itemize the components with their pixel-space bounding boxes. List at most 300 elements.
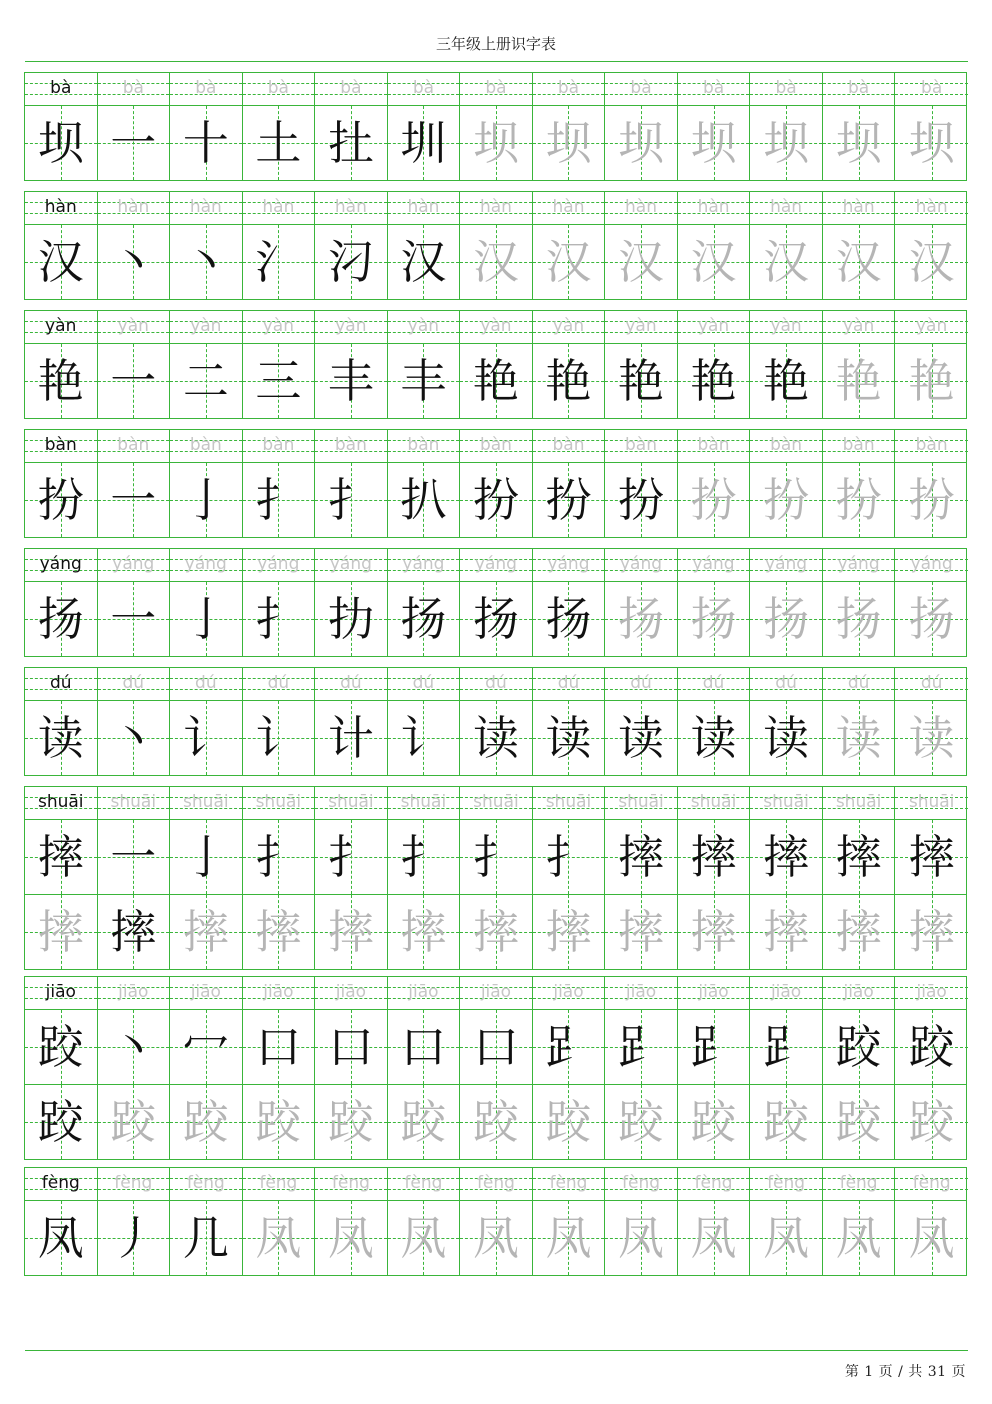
char-cell [98, 582, 171, 656]
stroke-step-character: 艳 [545, 354, 592, 408]
stroke-step-character: 摔 [835, 905, 882, 959]
char-cell [25, 344, 98, 418]
char-cell [605, 1085, 678, 1159]
pinyin-cell [895, 311, 968, 343]
pinyin-text: bà [630, 78, 652, 98]
pinyin-text: hàn [334, 197, 367, 217]
char-cell [98, 1201, 171, 1275]
stroke-step-character: 坝 [472, 116, 519, 170]
pinyin-text: dú [340, 673, 362, 693]
pinyin-text: jiāo [698, 982, 729, 1002]
model-character: 扮 [37, 473, 84, 527]
char-cell [315, 344, 388, 418]
char-cell [678, 225, 751, 299]
char-cell [750, 895, 823, 969]
char-cell [605, 1201, 678, 1275]
char-cell [895, 106, 968, 180]
char-cell [243, 463, 316, 537]
char-cell [533, 1085, 606, 1159]
stroke-step-character: 丶 [182, 235, 229, 289]
pinyin-text: yàn [45, 316, 77, 336]
char-cell [678, 106, 751, 180]
pinyin-cell [98, 430, 171, 462]
stroke-step-character: 摔 [618, 905, 665, 959]
pinyin-text: shuāi [328, 792, 374, 812]
pinyin-text: yàn [842, 316, 875, 336]
pinyin-text: bàn [44, 435, 77, 455]
pinyin-cell [605, 549, 678, 581]
stroke-step-character: 三 [255, 354, 302, 408]
char-cell [750, 344, 823, 418]
stroke-step-character: 艳 [618, 354, 665, 408]
stroke-step-character: 扮 [763, 473, 810, 527]
char-cell [823, 344, 896, 418]
stroke-step-character: 艳 [835, 354, 882, 408]
char-cell [750, 582, 823, 656]
pinyin-cell [678, 668, 751, 700]
pinyin-cell [315, 787, 388, 819]
pinyin-cell [170, 787, 243, 819]
stroke-step-character: 讠 [182, 711, 229, 765]
pinyin-cell [823, 73, 896, 105]
model-character: 读 [37, 711, 84, 765]
pinyin-cell [823, 430, 896, 462]
char-cell [750, 701, 823, 775]
char-cell [98, 895, 171, 969]
pinyin-text: shuāi [473, 792, 519, 812]
char-cell [460, 1201, 533, 1275]
char-row [25, 820, 966, 894]
pinyin-text: shuāi [183, 792, 229, 812]
stroke-step-character: 扮 [472, 473, 519, 527]
stroke-step-character: 跤 [908, 1095, 955, 1149]
pinyin-text: bà [775, 78, 797, 98]
pinyin-text: fèng [404, 1173, 443, 1193]
pinyin-cell [25, 311, 98, 343]
char-cell [25, 701, 98, 775]
pinyin-text: yàn [480, 316, 512, 336]
pinyin-text: jiāo [335, 982, 367, 1002]
pinyin-text: bàn [189, 435, 222, 455]
pinyin-text: shuāi [255, 792, 302, 812]
char-practice-block [24, 786, 967, 970]
stroke-step-character: 摔 [690, 830, 737, 884]
pinyin-cell [533, 977, 606, 1009]
char-cell [750, 225, 823, 299]
stroke-step-character: 摔 [400, 905, 447, 959]
pinyin-cell [25, 787, 98, 819]
char-cell [895, 1010, 968, 1084]
model-character: 摔 [37, 830, 84, 884]
pinyin-cell [678, 787, 751, 819]
stroke-step-character: 汉 [835, 235, 882, 289]
pinyin-cell [895, 192, 968, 224]
stroke-step-character: 扌 [255, 830, 302, 884]
pinyin-cell [678, 430, 751, 462]
pinyin-cell [605, 787, 678, 819]
char-cell [750, 463, 823, 537]
pinyin-text: yàn [335, 316, 367, 336]
char-cell [678, 582, 751, 656]
stroke-step-character: 坝 [835, 116, 882, 170]
char-cell [823, 106, 896, 180]
pinyin-text: jiāo [190, 982, 221, 1002]
pinyin-cell [388, 192, 461, 224]
stroke-step-character: 圳 [400, 116, 447, 170]
char-row [25, 582, 966, 656]
stroke-step-character: 扬 [690, 592, 737, 646]
pinyin-text: fèng [767, 1173, 806, 1193]
pinyin-text: bà [848, 78, 870, 98]
pinyin-text: shuāi [618, 792, 664, 812]
pinyin-text: jiāo [625, 982, 657, 1002]
stroke-step-character: 汉 [545, 235, 592, 289]
stroke-step-character: 摔 [908, 905, 955, 959]
char-cell [388, 106, 461, 180]
pinyin-cell [315, 549, 388, 581]
pinyin-cell [678, 192, 751, 224]
stroke-step-character: 凤 [255, 1211, 302, 1265]
page-title: 三年级上册识字表 [435, 35, 556, 53]
char-cell [388, 1085, 461, 1159]
stroke-step-character: 坝 [908, 116, 955, 170]
char-cell [533, 582, 606, 656]
pinyin-cell [170, 73, 243, 105]
pinyin-text: hàn [44, 197, 77, 217]
pinyin-cell [533, 73, 606, 105]
pinyin-text: bàn [479, 435, 512, 455]
pinyin-cell [678, 549, 751, 581]
stroke-step-character: 凤 [763, 1211, 810, 1265]
char-cell [533, 463, 606, 537]
char-cell [25, 582, 98, 656]
pinyin-text: bàn [770, 435, 803, 455]
pinyin-text: fèng [694, 1173, 733, 1193]
stroke-step-character: 艳 [690, 354, 737, 408]
char-cell [170, 701, 243, 775]
char-cell [170, 1201, 243, 1275]
char-cell [678, 1201, 751, 1275]
stroke-step-character: 亅 [182, 473, 229, 527]
char-row [25, 1084, 966, 1159]
pinyin-cell [388, 430, 461, 462]
pinyin-row [25, 787, 966, 820]
pinyin-text: fèng [622, 1173, 661, 1193]
char-cell [750, 106, 823, 180]
pinyin-cell [605, 192, 678, 224]
char-cell [25, 1010, 98, 1084]
pinyin-cell [243, 73, 316, 105]
stroke-step-character: 几 [182, 1211, 229, 1265]
pinyin-text: dú [702, 673, 725, 693]
stroke-step-character: 跤 [690, 1095, 737, 1149]
pinyin-text: dú [122, 673, 145, 693]
pinyin-text: fèng [912, 1173, 951, 1193]
char-cell [170, 225, 243, 299]
char-cell [388, 225, 461, 299]
pinyin-cell [460, 549, 533, 581]
char-row [25, 225, 966, 299]
pinyin-text: bàn [625, 435, 657, 455]
char-cell [895, 463, 968, 537]
char-cell [460, 1010, 533, 1084]
stroke-step-character: 凤 [545, 1211, 592, 1265]
char-cell [823, 1085, 896, 1159]
pinyin-text: jiāo [263, 982, 294, 1002]
pinyin-text: hàn [117, 197, 150, 217]
pinyin-text: bà [195, 78, 217, 98]
pinyin-row [25, 1168, 966, 1201]
model-character: 艳 [37, 354, 84, 408]
char-cell [98, 701, 171, 775]
pinyin-text: bàn [117, 435, 150, 455]
pinyin-text: yáng [474, 554, 517, 574]
stroke-step-character: 扮 [690, 473, 737, 527]
pinyin-cell [460, 977, 533, 1009]
pinyin-cell [170, 311, 243, 343]
stroke-step-character: 凤 [400, 1211, 447, 1265]
char-cell [533, 895, 606, 969]
pinyin-cell [98, 787, 171, 819]
char-cell [678, 701, 751, 775]
pinyin-row [25, 668, 966, 701]
pinyin-cell [98, 311, 171, 343]
stroke-step-character: 凤 [835, 1211, 882, 1265]
char-row [25, 344, 966, 418]
stroke-step-character: 跤 [835, 1095, 882, 1149]
stroke-step-character: 跤 [327, 1095, 374, 1149]
char-cell [315, 463, 388, 537]
char-practice-block [24, 429, 967, 538]
stroke-step-character: 凤 [618, 1211, 665, 1265]
pinyin-cell [315, 668, 388, 700]
char-cell [25, 225, 98, 299]
pinyin-cell [243, 668, 316, 700]
stroke-step-character: 扒 [400, 473, 447, 527]
char-cell [895, 344, 968, 418]
char-cell [460, 820, 533, 894]
model-character: 坝 [37, 116, 84, 170]
pinyin-text: fèng [331, 1173, 370, 1193]
char-cell [98, 820, 171, 894]
char-cell [25, 820, 98, 894]
pinyin-text: fèng [114, 1173, 153, 1193]
pinyin-text: hàn [407, 197, 440, 217]
stroke-step-character: 摔 [327, 905, 374, 959]
pinyin-text: bà [412, 78, 435, 98]
pinyin-cell [25, 192, 98, 224]
stroke-step-character: 口 [400, 1020, 447, 1074]
char-cell [460, 463, 533, 537]
pinyin-text: hàn [262, 197, 295, 217]
pinyin-text: yàn [117, 316, 149, 336]
char-cell [533, 820, 606, 894]
footer-rule [25, 1350, 968, 1351]
char-cell [25, 1085, 98, 1159]
stroke-step-character: 汉 [763, 235, 810, 289]
model-character: 汉 [37, 235, 84, 289]
char-cell [533, 106, 606, 180]
pinyin-text: bà [50, 78, 72, 98]
pinyin-text: hàn [915, 197, 948, 217]
pinyin-text: bàn [334, 435, 367, 455]
pinyin-text: yáng [692, 554, 735, 574]
stroke-step-character: 土 [255, 116, 302, 170]
pinyin-cell [315, 311, 388, 343]
stroke-step-character: 跤 [835, 1020, 882, 1074]
char-cell [243, 820, 316, 894]
char-cell [750, 1010, 823, 1084]
stroke-step-character: 𧾷 [545, 1020, 592, 1074]
stroke-step-character: 摔 [763, 905, 810, 959]
pinyin-text: jiāo [118, 982, 149, 1002]
pinyin-text: dú [195, 673, 217, 693]
pinyin-text: yàn [697, 316, 730, 336]
pinyin-cell [460, 311, 533, 343]
char-cell [750, 1201, 823, 1275]
char-row [25, 1010, 966, 1084]
pinyin-text: shuāi [908, 792, 955, 812]
pinyin-cell [388, 977, 461, 1009]
char-cell [605, 225, 678, 299]
pinyin-text: yàn [770, 316, 802, 336]
char-cell [823, 820, 896, 894]
pinyin-cell [25, 668, 98, 700]
pinyin-text: hàn [697, 197, 730, 217]
char-cell [315, 701, 388, 775]
char-cell [243, 106, 316, 180]
pinyin-cell [605, 668, 678, 700]
char-cell [605, 582, 678, 656]
stroke-step-character: 一 [110, 354, 157, 408]
pinyin-cell [750, 668, 823, 700]
stroke-step-character: 扮 [545, 473, 592, 527]
pinyin-text: fèng [476, 1173, 515, 1193]
model-character: 凤 [37, 1211, 84, 1265]
pinyin-text: bàn [552, 435, 585, 455]
pinyin-text: shuāi [37, 792, 84, 812]
pinyin-cell [25, 549, 98, 581]
char-row [25, 1201, 966, 1275]
pinyin-cell [170, 977, 243, 1009]
stroke-step-character: 扌 [545, 830, 592, 884]
pinyin-text: shuāi [545, 792, 592, 812]
pinyin-cell [678, 1168, 751, 1200]
stroke-step-character: 跤 [763, 1095, 810, 1149]
pinyin-cell [678, 977, 751, 1009]
stroke-step-character: 丰 [327, 354, 374, 408]
pinyin-cell [25, 1168, 98, 1200]
stroke-step-character: 扌 [327, 830, 374, 884]
pinyin-cell [750, 311, 823, 343]
char-row [25, 106, 966, 180]
char-row [25, 701, 966, 775]
stroke-step-character: 扮 [618, 473, 665, 527]
char-cell [678, 895, 751, 969]
char-practice-block [24, 976, 967, 1160]
stroke-step-character: 一 [110, 473, 157, 527]
stroke-step-character: 讠 [400, 711, 447, 765]
pinyin-cell [315, 192, 388, 224]
char-cell [678, 1010, 751, 1084]
pinyin-text: hàn [189, 197, 222, 217]
stroke-step-character: 跤 [908, 1020, 955, 1074]
stroke-step-character: 扬 [835, 592, 882, 646]
char-cell [388, 463, 461, 537]
pinyin-cell [25, 73, 98, 105]
char-cell [460, 701, 533, 775]
char-cell [98, 463, 171, 537]
stroke-step-character: 跤 [400, 1095, 447, 1149]
char-cell [170, 582, 243, 656]
pinyin-text: fèng [259, 1173, 298, 1193]
stroke-step-character: 汉 [400, 235, 447, 289]
pinyin-text: hàn [479, 197, 512, 217]
pinyin-text: yáng [910, 554, 953, 574]
char-cell [823, 1201, 896, 1275]
pinyin-text: jiāo [553, 982, 584, 1002]
pinyin-cell [25, 977, 98, 1009]
stroke-step-character: 口 [472, 1020, 519, 1074]
pinyin-cell [895, 73, 968, 105]
char-cell [315, 582, 388, 656]
stroke-step-character: 坝 [545, 116, 592, 170]
pinyin-text: dú [920, 673, 943, 693]
char-cell [895, 582, 968, 656]
pinyin-text: bàn [262, 435, 295, 455]
stroke-step-character: 扬 [400, 592, 447, 646]
pinyin-cell [895, 668, 968, 700]
pinyin-cell [823, 668, 896, 700]
pinyin-text: bà [267, 78, 289, 98]
stroke-step-character: 扬 [763, 592, 810, 646]
pinyin-text: fèng [186, 1173, 225, 1193]
pinyin-text: bà [122, 78, 144, 98]
char-practice-block [24, 1167, 967, 1276]
pinyin-cell [823, 549, 896, 581]
stroke-step-character: 汉 [690, 235, 737, 289]
pinyin-cell [895, 430, 968, 462]
char-cell [98, 1085, 171, 1159]
char-practice-block [24, 310, 967, 419]
pinyin-text: yáng [402, 554, 445, 574]
pinyin-text: bàn [915, 435, 948, 455]
pinyin-text: dú [775, 673, 797, 693]
stroke-step-character: 艳 [472, 354, 519, 408]
char-cell [605, 106, 678, 180]
stroke-step-character: 扮 [835, 473, 882, 527]
stroke-step-character: 读 [545, 711, 592, 765]
char-cell [823, 225, 896, 299]
pinyin-cell [750, 73, 823, 105]
stroke-step-character: 读 [618, 711, 665, 765]
char-practice-block [24, 191, 967, 300]
pinyin-cell [460, 787, 533, 819]
pinyin-text: bàn [842, 435, 875, 455]
pinyin-text: fèng [839, 1173, 878, 1193]
pinyin-text: yàn [190, 316, 222, 336]
pinyin-text: dú [49, 673, 72, 693]
pinyin-text: yáng [184, 554, 227, 574]
char-cell [533, 344, 606, 418]
stroke-step-character: 摔 [835, 830, 882, 884]
pinyin-cell [243, 192, 316, 224]
char-cell [605, 820, 678, 894]
pinyin-cell [605, 1168, 678, 1200]
char-row [25, 894, 966, 969]
pinyin-text: yáng [837, 554, 880, 574]
pinyin-cell [895, 549, 968, 581]
